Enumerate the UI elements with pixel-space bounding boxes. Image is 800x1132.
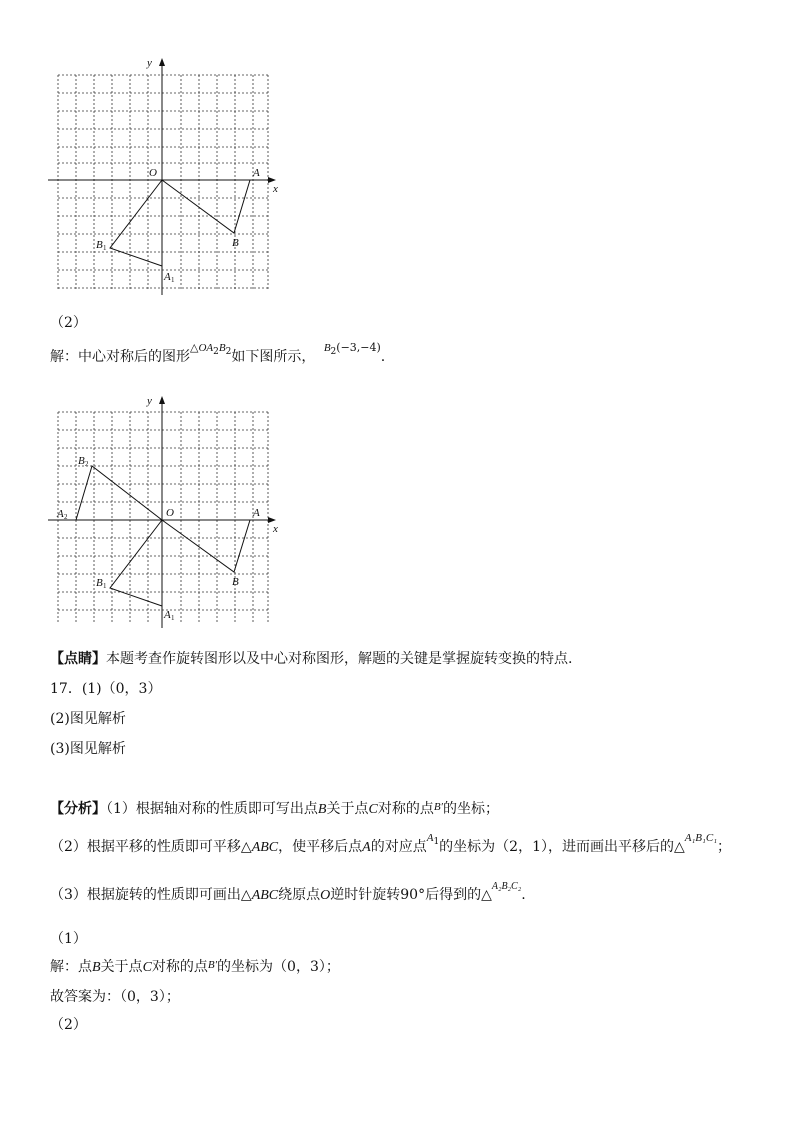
triangle-OA1B1 bbox=[110, 180, 162, 266]
var-A-sub: 2 bbox=[213, 347, 219, 357]
label-A1-sub: 1 bbox=[171, 614, 175, 622]
label-B1: B bbox=[96, 239, 103, 251]
fenxi-l2-text-a: （2）根据平移的性质即可平移△ bbox=[50, 839, 252, 855]
label-B1-sub: 1 bbox=[103, 244, 107, 252]
axes bbox=[48, 62, 272, 295]
var-ABC: ABC bbox=[251, 888, 279, 903]
label-A1: A bbox=[164, 609, 171, 621]
axes bbox=[48, 400, 272, 628]
fenxi-l2-text-d: 的坐标为（2，1），进而画出平移后的△ bbox=[439, 839, 685, 855]
fenxi-l1-text-a: （1）根据轴对称的性质即可写出点 bbox=[106, 801, 318, 817]
label-y: y bbox=[147, 57, 152, 69]
label-B1: B bbox=[96, 577, 103, 589]
triangle-symbol: △ bbox=[190, 341, 199, 354]
sol17-l1-text-c: 对称的点 bbox=[151, 959, 208, 975]
solution-prefix: 解：中心对称后的图形 bbox=[50, 349, 190, 365]
sol17-part-2-label: （2） bbox=[50, 1017, 87, 1033]
var-O: O bbox=[198, 342, 207, 354]
label-B: B bbox=[232, 576, 239, 588]
label-B2: B bbox=[78, 455, 85, 467]
q17-answer-2: (2)图见解析 bbox=[50, 711, 126, 727]
label-B1-sub: 1 bbox=[103, 582, 107, 590]
fenxi-l3-text-c: 逆时针旋转90°后得到的△ bbox=[330, 887, 492, 903]
dianjing-tag: 【点睛】 bbox=[50, 651, 106, 667]
label-x: x bbox=[273, 523, 278, 535]
fenxi-tag: 【分析】 bbox=[50, 801, 106, 817]
label-A1-sub: 1 bbox=[171, 276, 175, 284]
var-B-sub: 2 bbox=[225, 347, 232, 357]
label-x: x bbox=[273, 183, 278, 195]
fenxi-line-2 bbox=[50, 832, 732, 861]
var-A: A bbox=[206, 342, 214, 354]
label-B2-sub: 2 bbox=[85, 460, 89, 468]
var-B-prime: B′ bbox=[207, 959, 218, 971]
fenxi-l1-text-b: 关于点 bbox=[326, 801, 369, 817]
sol17-line-2: 故答案为：（0，3）； bbox=[50, 989, 180, 1005]
var-B-prime: B′ bbox=[433, 801, 443, 813]
var-C: C bbox=[142, 960, 152, 975]
label-y: y bbox=[147, 395, 152, 407]
coord-value: (−3,−4) bbox=[336, 341, 381, 354]
q17-answer-1: 17．(1)（0，3） bbox=[50, 681, 162, 697]
sol17-l1-text-a: 解：点 bbox=[50, 959, 92, 975]
fenxi-l1-text-d: 的坐标； bbox=[442, 801, 499, 817]
fenxi-l2-text-e: ； bbox=[717, 839, 732, 855]
label-A: A bbox=[253, 167, 260, 179]
label-A1: A bbox=[164, 271, 171, 283]
y-axis-arrow bbox=[159, 396, 165, 404]
var-A1B1C1: A₁B₁C₁ bbox=[684, 832, 718, 844]
var-ABC: ABC bbox=[251, 840, 279, 855]
figure-2-coordinate-grid bbox=[40, 390, 300, 630]
coord-B-sub: 2 bbox=[330, 347, 337, 357]
sol17-l1-text-d: 的坐标为（0，3）； bbox=[217, 959, 340, 975]
grid-lines bbox=[58, 412, 268, 622]
label-A: A bbox=[253, 507, 260, 519]
var-B: B bbox=[92, 960, 101, 975]
var-A1: A bbox=[426, 832, 434, 844]
coord-B: B bbox=[323, 342, 331, 354]
figure-1-coordinate-grid bbox=[40, 50, 300, 310]
triangle-OA1B1 bbox=[110, 520, 162, 606]
sol17-l1-text-b: 关于点 bbox=[100, 959, 143, 975]
var-A: A bbox=[362, 840, 371, 855]
var-A1-sub: 1 bbox=[433, 837, 440, 847]
solution-central-symmetry bbox=[50, 341, 386, 371]
fenxi-line-3 bbox=[50, 881, 526, 906]
fenxi-l3-text-d: . bbox=[521, 887, 526, 903]
label-origin: O bbox=[149, 167, 157, 179]
dianjing-text: 本题考查作旋转图形以及中心对称图形，解题的关键是掌握旋转变换的特点. bbox=[106, 651, 573, 667]
var-A2B2C2: A₂B₂C₂ bbox=[491, 881, 522, 892]
label-B: B bbox=[232, 237, 239, 249]
fenxi-l3-text-b: 绕原点 bbox=[278, 887, 321, 903]
var-O: O bbox=[320, 888, 331, 903]
label-origin: O bbox=[166, 507, 174, 519]
fenxi-l3-text-a: （3）根据旋转的性质即可画出△ bbox=[50, 887, 252, 903]
fenxi-l1-text-c: 对称的点 bbox=[377, 801, 434, 817]
var-B: B bbox=[218, 342, 226, 354]
part-2-label: （2） bbox=[50, 315, 87, 331]
sol17-part-1-label: （1） bbox=[50, 931, 87, 947]
y-axis-arrow bbox=[159, 58, 165, 66]
var-B: B bbox=[317, 802, 327, 817]
grid-lines bbox=[58, 75, 268, 290]
label-A2-sub: 2 bbox=[64, 513, 68, 521]
label-A2: A bbox=[57, 508, 64, 520]
fenxi-l2-text-c: 的对应点 bbox=[370, 839, 427, 855]
solution-end: . bbox=[380, 349, 386, 365]
var-C: C bbox=[368, 802, 378, 817]
q17-answer-3: (3)图见解析 bbox=[50, 741, 126, 757]
triangle-OAB bbox=[162, 180, 250, 233]
triangle-OA2B2 bbox=[76, 466, 162, 520]
fenxi-line-1 bbox=[50, 800, 499, 819]
fenxi-l2-text-b: ，使平移后点 bbox=[278, 839, 363, 855]
solution-middle: 如下图所示， bbox=[231, 349, 316, 365]
triangle-OAB bbox=[162, 520, 250, 572]
dianjing-paragraph bbox=[50, 650, 572, 668]
sol17-line-1 bbox=[50, 958, 340, 977]
